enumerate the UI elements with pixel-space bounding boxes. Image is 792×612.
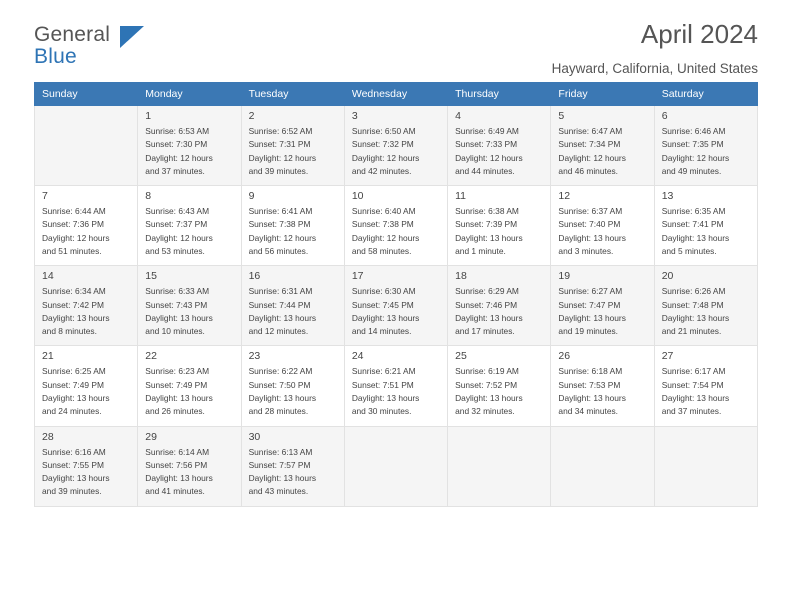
calendar-day-cell: [654, 346, 757, 426]
calendar-week-row: [35, 106, 758, 186]
day-number: 3: [351, 110, 358, 122]
day-info-sunrise: Sunrise: 6:25 AM: [42, 366, 106, 377]
weekday-header-row: [35, 83, 758, 106]
day-info-sunrise: Sunrise: 6:29 AM: [455, 286, 519, 297]
day-number: 15: [145, 270, 157, 283]
day-info-daylight2: and 24 minutes.: [42, 406, 102, 417]
day-info-sunset: Sunset: 7:57 PM: [248, 459, 311, 470]
calendar-day-cell: [344, 346, 447, 426]
day-info-daylight1: Daylight: 13 hours: [455, 312, 523, 323]
calendar-day-cell: [35, 346, 138, 426]
day-number: 28: [42, 430, 54, 443]
weekday-header-sunday: Sunday: [35, 83, 138, 106]
day-info-daylight2: and 32 minutes.: [455, 406, 515, 417]
day-number: 21: [42, 350, 54, 363]
day-info-sunrise: Sunrise: 6:47 AM: [558, 126, 623, 136]
calendar-body: [35, 106, 758, 507]
day-number: 18: [455, 270, 467, 283]
day-info: [455, 285, 544, 338]
calendar-day-cell: [138, 266, 241, 346]
day-info: [42, 365, 131, 418]
day-info: [249, 125, 338, 178]
day-number: 26: [558, 350, 571, 363]
day-info-daylight1: Daylight: 12 hours: [145, 152, 213, 163]
day-info-daylight1: Daylight: 13 hours: [558, 312, 626, 323]
day-info-daylight2: and 56 minutes.: [248, 245, 309, 256]
day-info: [662, 285, 751, 338]
calendar-week-row: [35, 346, 758, 426]
day-number: 9: [248, 190, 255, 203]
calendar-day-cell: [551, 266, 654, 346]
day-info-daylight1: Daylight: 13 hours: [248, 473, 317, 484]
day-info-daylight2: and 17 minutes.: [455, 326, 515, 337]
day-info-sunrise: Sunrise: 6:17 AM: [661, 366, 726, 377]
day-info-sunrise: Sunrise: 6:31 AM: [248, 286, 313, 297]
day-info: [662, 205, 751, 258]
day-number: 17: [351, 270, 364, 283]
day-info-daylight2: and 46 minutes.: [558, 165, 619, 176]
day-info-sunset: Sunset: 7:53 PM: [558, 379, 621, 390]
day-info-daylight2: and 41 minutes.: [145, 486, 205, 497]
day-number: 2: [248, 110, 255, 122]
day-info: [352, 205, 441, 258]
day-info-daylight2: and 42 minutes.: [351, 165, 412, 176]
calendar-day-cell: [138, 426, 241, 506]
day-info-sunset: Sunset: 7:34 PM: [558, 139, 621, 150]
day-info-sunrise: Sunrise: 6:37 AM: [558, 206, 623, 217]
day-info-sunset: Sunset: 7:32 PM: [351, 139, 414, 150]
day-number: 22: [145, 350, 157, 363]
day-info-daylight2: and 3 minutes.: [558, 245, 614, 256]
day-info-sunrise: Sunrise: 6:53 AM: [145, 126, 210, 136]
day-info-sunrise: Sunrise: 6:46 AM: [661, 126, 726, 136]
day-info: [145, 285, 234, 338]
day-info-daylight1: Daylight: 12 hours: [455, 152, 523, 163]
calendar-table: [34, 82, 758, 507]
day-info-daylight1: Daylight: 13 hours: [558, 392, 626, 403]
day-info: [145, 365, 234, 418]
day-info-sunset: Sunset: 7:42 PM: [42, 299, 104, 310]
day-info-sunset: Sunset: 7:43 PM: [145, 299, 208, 310]
day-info-sunset: Sunset: 7:40 PM: [558, 219, 621, 230]
day-number: 16: [248, 270, 261, 283]
day-info-daylight2: and 26 minutes.: [145, 406, 205, 417]
brand-name-general: General: [34, 23, 111, 46]
brand-name-blue: Blue: [34, 45, 77, 68]
calendar-day-cell: [344, 266, 447, 346]
day-info-daylight1: Daylight: 13 hours: [455, 232, 523, 243]
day-info-sunset: Sunset: 7:37 PM: [145, 219, 208, 230]
day-info-daylight2: and 43 minutes.: [248, 486, 309, 497]
day-number: 10: [351, 190, 364, 203]
day-info-sunrise: Sunrise: 6:26 AM: [661, 286, 726, 297]
calendar-week-row: [35, 186, 758, 266]
day-info-daylight1: Daylight: 12 hours: [351, 232, 420, 243]
day-info-daylight1: Daylight: 13 hours: [145, 312, 213, 323]
weekday-header-saturday: Saturday: [654, 83, 757, 106]
day-number: 1: [145, 110, 152, 122]
day-info-daylight1: Daylight: 13 hours: [455, 392, 523, 403]
day-info-sunset: Sunset: 7:51 PM: [351, 379, 414, 390]
calendar-day-cell: [448, 266, 551, 346]
day-info-sunrise: Sunrise: 6:23 AM: [145, 366, 210, 377]
day-info-sunset: Sunset: 7:55 PM: [42, 459, 104, 470]
calendar-cell-empty: [344, 426, 447, 506]
calendar-day-cell: [344, 186, 447, 266]
calendar-day-cell: [344, 106, 447, 186]
day-info: [352, 125, 441, 178]
day-info-sunset: Sunset: 7:38 PM: [351, 219, 414, 230]
day-info-sunrise: Sunrise: 6:41 AM: [248, 206, 313, 217]
day-info-daylight1: Daylight: 12 hours: [248, 152, 317, 163]
day-info-daylight1: Daylight: 13 hours: [661, 232, 730, 243]
day-info: [249, 205, 338, 258]
brand-logo: [34, 24, 110, 67]
day-info-sunset: Sunset: 7:47 PM: [558, 299, 621, 310]
calendar-day-cell: [654, 186, 757, 266]
day-info-sunset: Sunset: 7:35 PM: [661, 139, 724, 150]
day-number: 13: [661, 190, 674, 203]
day-info-daylight1: Daylight: 12 hours: [558, 152, 626, 163]
day-info: [455, 125, 544, 178]
calendar-day-cell: [551, 346, 654, 426]
day-info: [42, 285, 131, 338]
day-info-daylight1: Daylight: 12 hours: [351, 152, 420, 163]
calendar-day-cell: [448, 106, 551, 186]
calendar-day-cell: [551, 106, 654, 186]
weekday-header-monday: Monday: [138, 83, 241, 106]
day-info: [558, 205, 647, 258]
day-number: 7: [42, 190, 48, 203]
calendar-cell-empty: [654, 426, 757, 506]
calendar-day-cell: [241, 186, 344, 266]
day-number: 11: [455, 190, 467, 203]
day-info-sunrise: Sunrise: 6:38 AM: [455, 206, 519, 217]
day-info: [558, 365, 647, 418]
day-info-daylight2: and 1 minute.: [455, 245, 506, 256]
day-info: [455, 365, 544, 418]
day-number: 12: [558, 190, 571, 203]
day-info-daylight1: Daylight: 13 hours: [661, 392, 730, 403]
day-info-sunrise: Sunrise: 6:13 AM: [248, 446, 313, 457]
calendar-day-cell: [241, 426, 344, 506]
day-info-sunset: Sunset: 7:39 PM: [455, 219, 518, 230]
day-info: [145, 125, 234, 178]
day-number: 14: [42, 270, 54, 283]
calendar-day-cell: [551, 186, 654, 266]
weekday-header-thursday: Thursday: [448, 83, 551, 106]
day-info-daylight2: and 19 minutes.: [558, 326, 619, 337]
calendar-day-cell: [241, 106, 344, 186]
day-info-sunset: Sunset: 7:36 PM: [42, 219, 104, 230]
day-info-sunset: Sunset: 7:46 PM: [455, 299, 518, 310]
day-number: 24: [351, 350, 364, 363]
day-info-sunset: Sunset: 7:56 PM: [145, 459, 208, 470]
day-info: [558, 125, 647, 178]
day-info-sunset: Sunset: 7:44 PM: [248, 299, 311, 310]
calendar-day-cell: [35, 426, 138, 506]
day-info-sunrise: Sunrise: 6:52 AM: [248, 126, 313, 136]
day-info: [662, 365, 751, 418]
day-info-sunrise: Sunrise: 6:18 AM: [558, 366, 623, 377]
flag-icon: [120, 26, 144, 48]
day-info-sunrise: Sunrise: 6:21 AM: [351, 366, 416, 377]
day-info-daylight2: and 12 minutes.: [248, 326, 309, 337]
day-info: [352, 365, 441, 418]
day-info-daylight1: Daylight: 13 hours: [351, 392, 420, 403]
day-info-sunrise: Sunrise: 6:16 AM: [42, 446, 106, 457]
day-info-sunset: Sunset: 7:49 PM: [145, 379, 208, 390]
day-info-sunrise: Sunrise: 6:22 AM: [248, 366, 313, 377]
calendar-day-cell: [654, 106, 757, 186]
day-info-daylight2: and 37 minutes.: [145, 165, 205, 176]
day-info: [662, 125, 751, 178]
day-info-daylight1: Daylight: 13 hours: [558, 232, 626, 243]
day-number: 8: [145, 190, 152, 203]
day-info-daylight2: and 5 minutes.: [661, 245, 717, 256]
day-info-sunrise: Sunrise: 6:50 AM: [351, 126, 416, 136]
day-info-sunset: Sunset: 7:30 PM: [145, 139, 208, 150]
day-info-sunset: Sunset: 7:48 PM: [661, 299, 724, 310]
day-info-sunrise: Sunrise: 6:33 AM: [145, 286, 210, 297]
day-info-sunset: Sunset: 7:33 PM: [455, 139, 518, 150]
calendar-day-cell: [138, 106, 241, 186]
day-info-sunrise: Sunrise: 6:43 AM: [145, 206, 210, 217]
day-info-daylight1: Daylight: 12 hours: [661, 152, 730, 163]
day-info-sunrise: Sunrise: 6:14 AM: [145, 446, 210, 457]
weekday-header-friday: Friday: [551, 83, 654, 106]
calendar-day-cell: [448, 346, 551, 426]
day-info: [42, 446, 131, 499]
day-info-daylight1: Daylight: 13 hours: [42, 392, 110, 403]
title-block: [552, 20, 758, 76]
day-info-sunrise: Sunrise: 6:30 AM: [351, 286, 416, 297]
day-info-sunset: Sunset: 7:49 PM: [42, 379, 104, 390]
day-info-daylight2: and 10 minutes.: [145, 326, 205, 337]
calendar-day-cell: [654, 266, 757, 346]
day-info-sunrise: Sunrise: 6:27 AM: [558, 286, 623, 297]
day-info-sunset: Sunset: 7:52 PM: [455, 379, 518, 390]
day-info: [42, 205, 131, 258]
day-info-daylight2: and 39 minutes.: [42, 486, 102, 497]
day-info-sunset: Sunset: 7:54 PM: [661, 379, 724, 390]
day-info-daylight1: Daylight: 13 hours: [661, 312, 730, 323]
day-info-daylight2: and 39 minutes.: [248, 165, 309, 176]
day-number: 25: [455, 350, 467, 363]
calendar-day-cell: [35, 266, 138, 346]
day-info: [145, 205, 234, 258]
day-info: [455, 205, 544, 258]
day-info-daylight2: and 58 minutes.: [351, 245, 412, 256]
day-info-daylight2: and 21 minutes.: [661, 326, 722, 337]
day-info-daylight1: Daylight: 13 hours: [145, 473, 213, 484]
day-number: 29: [145, 430, 157, 443]
day-number: 4: [455, 110, 461, 122]
day-info-sunset: Sunset: 7:38 PM: [248, 219, 311, 230]
day-info-daylight1: Daylight: 13 hours: [42, 312, 110, 323]
location-subtitle: Hayward, California, United States: [551, 60, 758, 76]
weekday-header-tuesday: Tuesday: [241, 83, 344, 106]
day-info-daylight1: Daylight: 13 hours: [145, 392, 213, 403]
day-info: [249, 365, 338, 418]
day-info-daylight1: Daylight: 12 hours: [248, 232, 317, 243]
day-info-daylight2: and 37 minutes.: [661, 406, 722, 417]
day-info-daylight2: and 51 minutes.: [42, 245, 102, 256]
day-info: [558, 285, 647, 338]
day-info-daylight2: and 30 minutes.: [351, 406, 412, 417]
day-info-sunset: Sunset: 7:50 PM: [248, 379, 311, 390]
day-info-sunrise: Sunrise: 6:49 AM: [455, 126, 519, 136]
calendar-week-row: [35, 426, 758, 506]
calendar-day-cell: [35, 186, 138, 266]
day-info-sunrise: Sunrise: 6:19 AM: [455, 366, 519, 377]
calendar-cell-empty: [35, 106, 138, 186]
page-header: [34, 0, 758, 76]
calendar-day-cell: [138, 346, 241, 426]
day-info-daylight2: and 8 minutes.: [42, 326, 97, 337]
day-number: 5: [558, 110, 565, 122]
day-info-daylight2: and 49 minutes.: [661, 165, 722, 176]
day-info-daylight1: Daylight: 12 hours: [42, 232, 110, 243]
day-info-daylight2: and 53 minutes.: [145, 245, 205, 256]
day-info-daylight2: and 28 minutes.: [248, 406, 309, 417]
calendar-day-cell: [241, 346, 344, 426]
day-info-sunrise: Sunrise: 6:35 AM: [661, 206, 726, 217]
calendar-day-cell: [138, 186, 241, 266]
day-info-sunrise: Sunrise: 6:44 AM: [42, 206, 106, 217]
day-info-daylight1: Daylight: 13 hours: [248, 312, 317, 323]
day-number: 27: [661, 350, 674, 363]
calendar-cell-empty: [448, 426, 551, 506]
day-info-daylight1: Daylight: 13 hours: [351, 312, 420, 323]
day-number: 30: [248, 430, 261, 443]
day-info: [249, 285, 338, 338]
page-title: April 2024: [640, 19, 758, 49]
calendar-day-cell: [448, 186, 551, 266]
day-info-daylight1: Daylight: 13 hours: [248, 392, 317, 403]
day-number: 20: [661, 270, 674, 283]
calendar-cell-empty: [551, 426, 654, 506]
day-info-sunset: Sunset: 7:31 PM: [248, 139, 311, 150]
day-number: 23: [248, 350, 261, 363]
calendar-day-cell: [241, 266, 344, 346]
day-number: 19: [558, 270, 571, 283]
day-info-daylight2: and 44 minutes.: [455, 165, 515, 176]
day-info-daylight2: and 34 minutes.: [558, 406, 619, 417]
calendar-week-row: [35, 266, 758, 346]
day-info-sunset: Sunset: 7:45 PM: [351, 299, 414, 310]
day-info-daylight1: Daylight: 12 hours: [145, 232, 213, 243]
day-info-sunrise: Sunrise: 6:34 AM: [42, 286, 106, 297]
weekday-header-wednesday: Wednesday: [344, 83, 447, 106]
day-info-sunset: Sunset: 7:41 PM: [661, 219, 724, 230]
day-number: 6: [661, 110, 668, 122]
day-info: [249, 446, 338, 499]
day-info: [145, 446, 234, 499]
day-info-daylight1: Daylight: 13 hours: [42, 473, 110, 484]
day-info-sunrise: Sunrise: 6:40 AM: [351, 206, 416, 217]
day-info-daylight2: and 14 minutes.: [351, 326, 412, 337]
day-info: [352, 285, 441, 338]
